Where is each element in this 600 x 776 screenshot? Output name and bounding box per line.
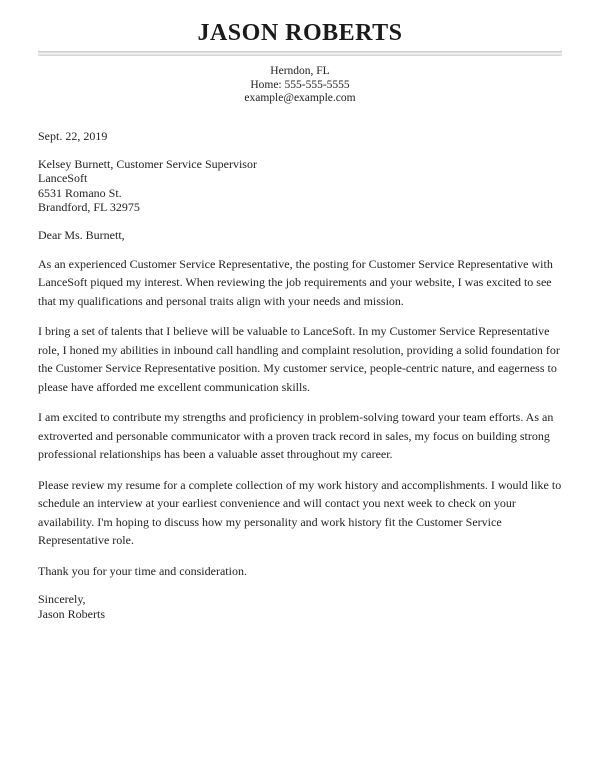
recipient-street: 6531 Romano St. [38,185,122,200]
closing: Sincerely, [38,592,86,606]
contact-email: example@example.com [244,92,356,104]
header-divider [38,51,562,56]
body-paragraph: I am excited to contribute my strengths and proficiency in problem-solving toward your team efforts. As an extroverted and personable communicator with a proven track record in sales, my focus on building strong professional relationships has been a valuable asset throughout my career. [38,410,554,461]
contact-block [38,65,562,106]
recipient-city-state-zip: Brandford, FL 32975 [38,200,140,214]
letter-date: Sept. 22, 2019 [38,128,108,143]
contact-location: Herndon, FL [270,65,330,77]
recipient-block [38,157,562,215]
recipient-company: LanceSoft [38,171,88,185]
body-paragraph: As an experienced Customer Service Representative, the posting for Customer Service Representative with LanceSoft piqued my interest. When reviewing the job requirements and your website, I was excited to see that my qualifications and personal traits align with your needs and mission. [38,256,553,308]
thank-you-line: Thank you for your time and consideration. [38,563,247,578]
letter-author-name: JASON ROBERTS [197,20,403,46]
recipient-name-title: Kelsey Burnett, Customer Service Supervisor [38,156,257,171]
body-paragraph: Please review my resume for a complete collection of my work history and accomplishments. I would like to schedule an interview at your earliest convenience and will contact you next week to check on your availability. I'm hoping to discuss how my personality and work history fit the Customer Service Representative role. [38,477,562,547]
contact-phone: Home: 555-555-5555 [250,78,350,91]
signature-name: Jason Roberts [38,607,105,621]
salutation: Dear Ms. Burnett, [38,227,125,242]
body-paragraph: I bring a set of talents that I believe will be valuable to LanceSoft. In my Customer Service Representative role, I honed my abilities in inbound call handling and complaint resolution, providing a solid foundation for the Customer Service Representative position. My customer service, people-centric nature, and eagerness to please have afforded me excellent communication skills. [38,324,560,394]
